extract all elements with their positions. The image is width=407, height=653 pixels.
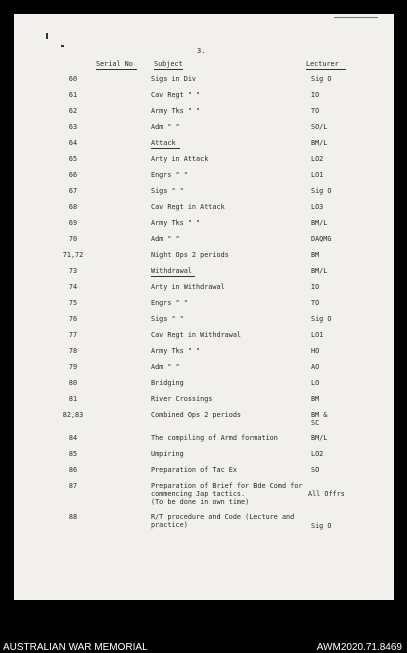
serial-cell: 85 [68, 450, 78, 458]
table-row [14, 395, 394, 407]
subject-cell: The compiling of Armd formation [151, 434, 278, 442]
table-row [14, 450, 394, 462]
lecturer-cell: SO/L [311, 123, 328, 131]
subject-cell: Adm " " [151, 123, 180, 131]
table-row [14, 219, 394, 231]
table-row [14, 283, 394, 295]
header-lecturer: Lecturer [306, 60, 339, 68]
subject-cell: Combined Ops 2 periods [151, 411, 242, 419]
lecturer-cell: AO [311, 363, 320, 371]
subject-cell: Night Ops 2 periods [151, 251, 229, 259]
footer-source: AUSTRALIAN WAR MEMORIAL [3, 642, 148, 653]
table-row [14, 299, 394, 311]
withdrawal-underline [151, 276, 195, 277]
serial-cell: 62 [68, 107, 78, 115]
serial-cell: 61 [68, 91, 78, 99]
subject-cell: Engrs " " [151, 299, 188, 307]
lecturer-cell: LO1 [311, 331, 324, 339]
table-row [14, 155, 394, 167]
table-row [14, 434, 394, 446]
attack-underline [151, 148, 180, 149]
table-row [14, 267, 394, 279]
lecturer-cell: BM [311, 251, 320, 259]
table-row [14, 203, 394, 215]
lecturer-cell: HO [311, 347, 320, 355]
lecturer-cell: DAQMG [311, 235, 332, 243]
lecturer-cell: LO2 [311, 155, 324, 163]
header-underline-lecturer [306, 69, 346, 70]
subject-cell: Sigs " " [151, 187, 184, 195]
subject-cell: Adm " " [151, 235, 180, 243]
serial-cell: 74 [68, 283, 78, 291]
subject-cell: Army Tks " " [151, 107, 201, 115]
subject-cell: Adm " " [151, 363, 180, 371]
lecturer-cell: Sig O [311, 522, 332, 530]
lecturer-cell: LO3 [311, 203, 324, 211]
table-row [14, 91, 394, 103]
serial-cell: 66 [68, 171, 78, 179]
subject-cell-line2: commencing Jap tactics. [151, 490, 246, 498]
subject-cell: Arty in Attack [151, 155, 209, 163]
serial-cell: 88 [68, 513, 78, 521]
lecturer-cell: BM/L [311, 434, 328, 442]
subject-cell: Sigs " " [151, 315, 184, 323]
table-row [14, 123, 394, 135]
serial-cell: 70 [68, 235, 78, 243]
serial-cell: 86 [68, 466, 78, 474]
footer-bar [0, 612, 407, 653]
lecturer-cell: Sig O [311, 315, 332, 323]
lecturer-cell-line2: SC [311, 419, 320, 427]
table-row [14, 75, 394, 87]
serial-cell: 63 [68, 123, 78, 131]
serial-cell: 68 [68, 203, 78, 211]
serial-cell: 77 [68, 331, 78, 339]
subject-cell: R/T procedure and Code (Lecture and [151, 513, 295, 521]
serial-cell: 71,72 [62, 251, 84, 259]
serial-cell: 60 [68, 75, 78, 83]
lecturer-cell: Sig O [311, 187, 332, 195]
header-subject: Subject [154, 60, 183, 68]
lecturer-cell: BM [311, 395, 320, 403]
table-row [14, 107, 394, 119]
lecturer-cell: BM/L [311, 139, 328, 147]
subject-cell: Army Tks " " [151, 347, 201, 355]
serial-cell: 81 [68, 395, 78, 403]
footer-catalog-id: AWM2020.71.8469 [316, 642, 402, 653]
subject-cell: Arty in Withdrawal [151, 283, 225, 291]
table-row [14, 363, 394, 375]
lecturer-cell: TO [311, 299, 320, 307]
page-number: 3. [197, 47, 206, 55]
header-underline-serial [96, 69, 137, 70]
subject-cell: Bridging [151, 379, 184, 387]
serial-cell: 76 [68, 315, 78, 323]
subject-cell: Army Tks " " [151, 219, 201, 227]
serial-cell: 67 [68, 187, 78, 195]
serial-cell: 79 [68, 363, 78, 371]
lecturer-cell: Sig O [311, 75, 332, 83]
header-underline-subject [154, 69, 183, 70]
subject-cell: River Crossings [151, 395, 213, 403]
lecturer-cell: LO2 [311, 450, 324, 458]
table-row [14, 411, 394, 433]
table-row [14, 482, 394, 512]
table-row [14, 513, 394, 537]
subject-cell: Umpiring [151, 450, 184, 458]
table-row [14, 235, 394, 247]
subject-cell: Sigs in Div [151, 75, 197, 83]
lecturer-cell: IO [311, 283, 320, 291]
serial-cell: 64 [68, 139, 78, 147]
subject-cell: Withdrawal [151, 267, 192, 275]
serial-cell: 65 [68, 155, 78, 163]
table-row [14, 379, 394, 391]
lecturer-cell: SO [311, 466, 320, 474]
subject-cell: Cav Regt in Withdrawal [151, 331, 242, 339]
lecturer-cell: BM/L [311, 219, 328, 227]
serial-cell: 82,83 [62, 411, 84, 419]
serial-cell: 69 [68, 219, 78, 227]
subject-cell-line3: (To be done in own time) [151, 498, 250, 506]
subject-cell: Cav Regt in Attack [151, 203, 225, 211]
serial-cell: 78 [68, 347, 78, 355]
serial-cell: 80 [68, 379, 78, 387]
table-row [14, 466, 394, 478]
subject-cell: Attack [151, 139, 176, 147]
ink-mark [334, 17, 378, 18]
subject-cell: Cav Regt " " [151, 91, 201, 99]
serial-cell: 84 [68, 434, 78, 442]
lecturer-cell: All Offrs [308, 490, 345, 498]
lecturer-cell: TO [311, 107, 320, 115]
ink-mark [61, 45, 64, 47]
document-page [14, 14, 394, 600]
table-row [14, 347, 394, 359]
subject-cell: Preparation of Tac Ex [151, 466, 237, 474]
table-row [14, 251, 394, 263]
serial-cell: 75 [68, 299, 78, 307]
table-row [14, 187, 394, 199]
lecturer-cell: IO [311, 91, 320, 99]
lecturer-cell: BM/L [311, 267, 328, 275]
lecturer-cell: BM & [311, 411, 328, 419]
subject-cell: Engrs " " [151, 171, 188, 179]
lecturer-cell: LO [311, 379, 320, 387]
subject-cell: Preparation of Brief for Bde Comd for [151, 482, 303, 490]
serial-cell: 87 [68, 482, 78, 490]
subject-cell-line2: practice) [151, 521, 188, 529]
table-row [14, 139, 394, 151]
header-serial: Serial No [96, 60, 133, 68]
ink-mark [46, 33, 48, 39]
table-row [14, 331, 394, 343]
serial-cell: 73 [68, 267, 78, 275]
table-row [14, 171, 394, 183]
lecturer-cell: LO1 [311, 171, 324, 179]
table-row [14, 315, 394, 327]
